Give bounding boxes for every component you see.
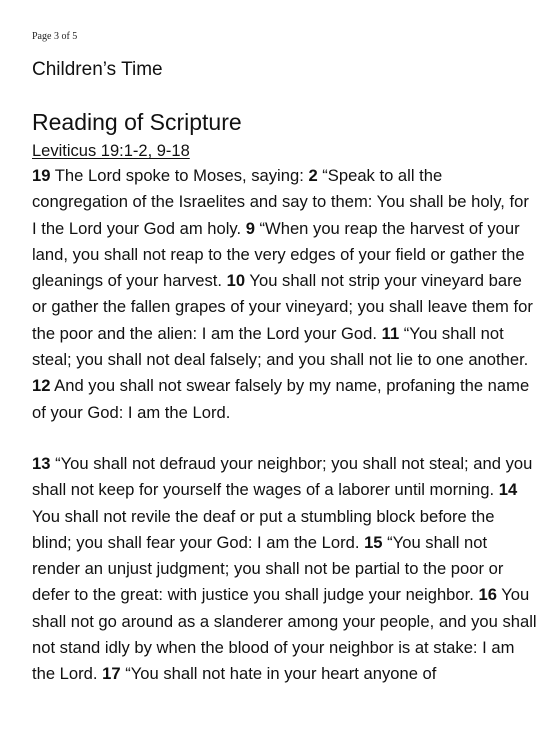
page-number: Page 3 of 5 xyxy=(32,31,78,42)
verse-number: 13 xyxy=(32,454,51,473)
verse-text: “You shall not defraud your neighbor; you shall not steal; and you shall not keep for yourself the wages of a laborer until morning. xyxy=(32,454,533,500)
verse-text: “You shall not hate in your heart anyone of xyxy=(120,664,437,684)
verse-number: 19 xyxy=(32,166,51,185)
verse-text: You shall not go around as a slanderer among your people, and you shall not stand idly by when the blood of your neighbor is at stake: I am the Lord. xyxy=(32,585,537,684)
verse-number: 14 xyxy=(498,480,518,500)
verse-number: 17 xyxy=(102,664,121,684)
verse-number: 16 xyxy=(478,585,497,605)
verse-text: You shall not strip your vineyard bare or gather the fallen grapes of your vineyard; you shall leave them for the poor and the alien: I am the Lord your God. xyxy=(32,271,533,343)
verse-text: “You shall not steal; you shall not deal falsely; and you shall not lie to one another. xyxy=(32,323,529,370)
verse-number: 11 xyxy=(381,323,400,343)
reading-title: Reading of Scripture xyxy=(32,109,242,135)
verse-number: 10 xyxy=(226,271,246,291)
verse-number: 15 xyxy=(364,532,383,552)
scripture-reference: Leviticus 19:1-2, 9-18 xyxy=(32,142,190,160)
verse-text: And you shall not swear falsely by my name, profaning the name of your God: I am the Lord. xyxy=(32,376,530,422)
verse-number: 9 xyxy=(245,218,255,238)
verse-text: “When you reap the harvest of your land, you shall not reap to the very edges of your field or gather the gleanings of your harvest. xyxy=(32,218,525,291)
scripture-paragraph xyxy=(32,163,538,426)
verse-number: 12 xyxy=(32,376,51,396)
verse-number: 2 xyxy=(308,166,318,185)
verse-text: “Speak to all the congregation of the Israelites and say to them: You shall be holy, for I the Lord your God am holy. xyxy=(32,166,529,238)
verse-text: “You shall not render an unjust judgment; you shall not be partial to the poor or defer to the great: with justice you shall judge your neighbor. xyxy=(32,532,504,605)
verse-text: The Lord spoke to Moses, saying: xyxy=(50,166,309,185)
section-heading: Children’s Time xyxy=(32,59,163,80)
verse-text: You shall not revile the deaf or put a stumbling block before the blind; you shall fear your God: I am the Lord. xyxy=(32,506,495,552)
scripture-paragraph xyxy=(32,451,538,688)
